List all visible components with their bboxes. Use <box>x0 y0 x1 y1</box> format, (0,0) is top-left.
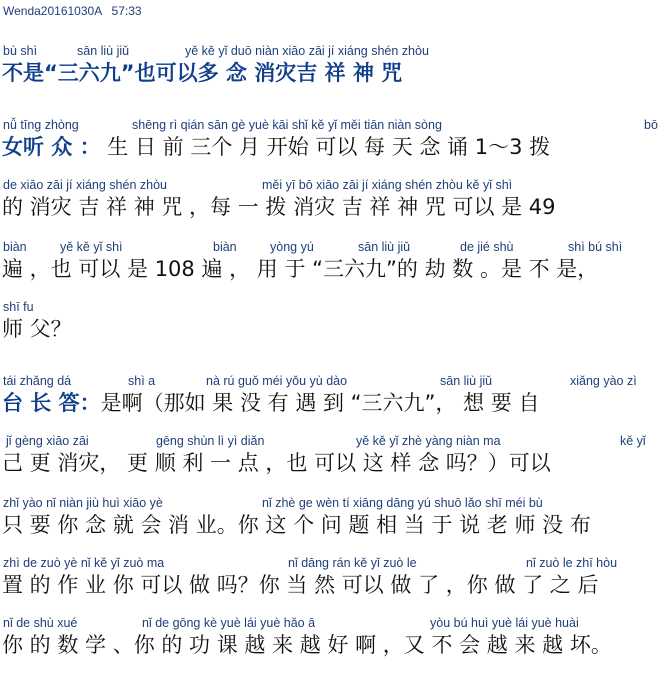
chinese-line <box>2 254 598 284</box>
chinese-text: 你 的 数 学 、你 的 功 课 越 来 越 好 啊 ，又 不 会 越 来 越 坏。 <box>2 633 612 657</box>
speaker-label: 台 长 答： <box>2 391 101 415</box>
pinyin-segment: bō <box>644 118 658 132</box>
pinyin-segment: biàn <box>213 240 237 254</box>
pinyin-segment: měi yī bō xiāo zāi jí xiáng shén zhòu kě yǐ shì <box>262 178 513 192</box>
chinese-line <box>2 192 556 222</box>
pinyin-segment: tái zhǎng dá <box>3 374 72 388</box>
chinese-text: 己 更 消灾， 更 顺 利 一 点 ，也 可以 这 样 念 吗？）可以 <box>2 451 551 475</box>
chinese-text: 的 消灾 吉 祥 神 咒 ，每 一 拨 消灾 吉 祥 神 咒 可以 是 49 <box>2 195 556 219</box>
header-label: Wenda20161030A 57:33 <box>3 4 142 18</box>
pinyin-segment: yòu bú huì yuè lái yuè huài <box>430 616 579 630</box>
chinese-line <box>2 630 612 660</box>
pinyin-segment: sān liù jiǔ <box>358 240 411 254</box>
pinyin-segment: sān liù jiǔ <box>440 374 493 388</box>
pinyin-segment: yòng yú <box>270 240 314 254</box>
pinyin-segment: zhì de zuò yè nǐ kě yǐ zuò ma <box>3 556 165 570</box>
pinyin-segment: yě kě yǐ duō niàn xiāo zāi jí xiáng shén zhòu <box>185 44 429 58</box>
pinyin-segment: nǐ zuò le zhī hòu <box>526 556 618 570</box>
pinyin-segment: nǐ dāng rán kě yǐ zuò le <box>288 556 417 570</box>
chinese-line <box>2 570 598 600</box>
chinese-line <box>2 132 550 162</box>
chinese-line <box>2 388 539 418</box>
pinyin-segment: zhǐ yào nǐ niàn jiù huì xiāo yè <box>3 496 163 510</box>
pinyin-segment: shēng rì qián sān gè yuè kāi shǐ kě yǐ měi tiān niàn sòng <box>132 118 442 132</box>
pinyin-line <box>0 298 666 316</box>
chinese-text: 置 的 作 业 你 可以 做 吗？你 当 然 可以 做 了 ，你 做 了 之 后 <box>2 573 599 597</box>
pinyin-segment: nǐ de shù xué <box>3 616 78 630</box>
chinese-line <box>2 448 551 478</box>
pinyin-segment: nǐ de gōng kè yuè lái yuè hǎo ā <box>142 616 316 630</box>
pinyin-segment: biàn <box>3 240 27 254</box>
pinyin-segment: nǐ zhè ge wèn tí xiāng dāng yú shuō lǎo shī méi bù <box>262 496 543 510</box>
chinese-text: 生 日 前 三个 月 开始 可以 每 天 念 诵 1～3 拨 <box>100 135 551 159</box>
pinyin-segment: gēng shùn lì yì diǎn <box>156 434 265 448</box>
pinyin-segment: nǚ tīng zhòng <box>3 118 79 132</box>
pinyin-segment: yě kě yǐ shì <box>60 240 123 254</box>
pinyin-segment: jǐ gèng xiāo zāi <box>6 434 89 448</box>
chinese-line <box>2 510 591 540</box>
pinyin-segment: kě yǐ <box>620 434 646 448</box>
chinese-text: 师 父？ <box>2 317 72 341</box>
pinyin-segment: bù shì <box>3 44 38 58</box>
chinese-line <box>2 58 402 88</box>
chinese-text: 只 要 你 念 就 会 消 业。你 这 个 问 题 相 当 于 说 老 师 没 布 <box>2 513 591 537</box>
pinyin-segment: sān liù jiǔ <box>77 44 130 58</box>
pinyin-segment: shì a <box>128 374 156 388</box>
speaker-label: 女听 众 ： <box>2 135 101 159</box>
pinyin-segment: xiǎng yào zì <box>570 374 637 388</box>
chinese-text: 遍 ，也 可以 是 108 遍 ， 用 于 “三六九”的 劫 数 。是 不 是， <box>2 257 599 281</box>
pinyin-segment: shī fu <box>3 300 34 314</box>
pinyin-segment: nà rú guǒ méi yǒu yù dào <box>206 374 348 388</box>
chinese-text: 是啊（那如 果 没 有 遇 到 “三六九”， 想 要 自 <box>100 391 540 415</box>
pinyin-segment: yě kě yǐ zhè yàng niàn ma <box>356 434 501 448</box>
speaker-label: 不是“三六九”也可以多 念 消灾吉 祥 神 咒 <box>2 61 403 85</box>
pinyin-segment: de xiāo zāi jí xiáng shén zhòu <box>3 178 167 192</box>
chinese-line <box>2 314 72 344</box>
pinyin-segment: shì bú shì <box>568 240 623 254</box>
pinyin-segment: de jié shù <box>460 240 514 254</box>
